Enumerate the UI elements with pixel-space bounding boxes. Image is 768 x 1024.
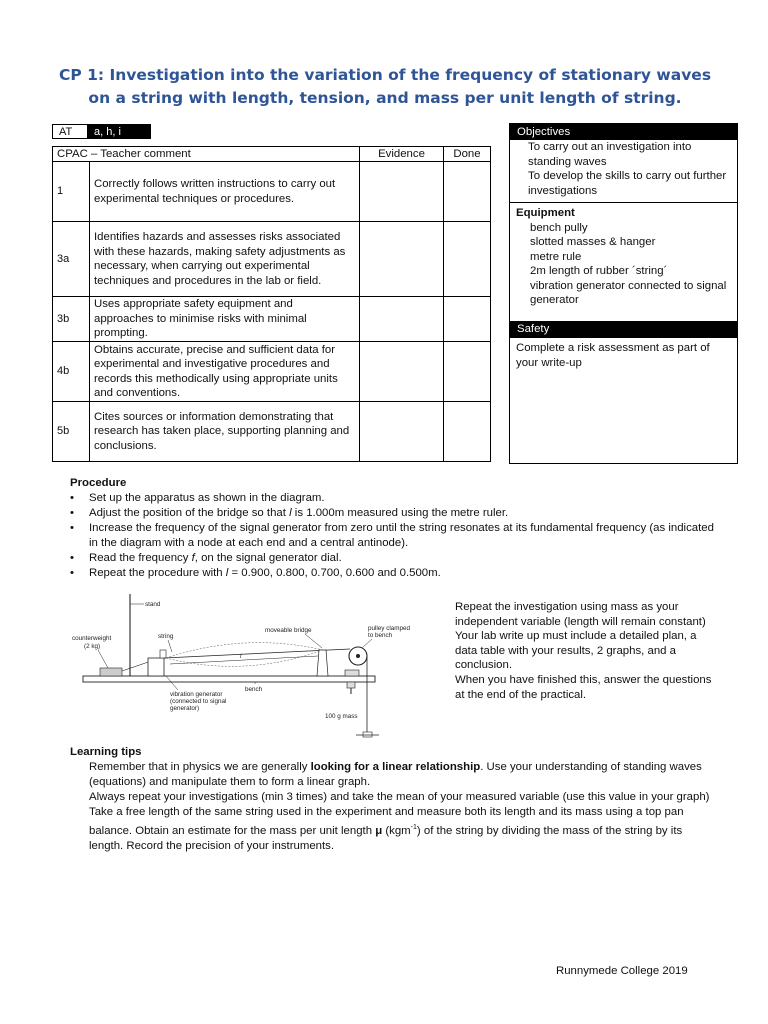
vibration-label-line-2: (connected to signal [170,698,227,705]
list-item: To develop the skills to carry out further investigations [528,170,727,197]
wave-lower [166,650,323,666]
done-cell[interactable] [444,162,491,222]
vibration-label-line-3: generator) [170,705,200,712]
pulley-label-line-1: pulley clamped [368,625,411,632]
list-item: To carry out an investigation into standing waves [528,141,692,168]
done-cell[interactable] [444,222,491,297]
instructions-note [455,600,715,702]
cpac-header-done: Done [444,147,491,162]
list-item: bench pully [530,221,588,234]
stand-label: stand [145,601,161,608]
list-item: 2m length of rubber ´string´ [530,265,668,277]
procedure-heading: Procedure [70,477,127,489]
tip-paragraph: Take a free length of the same string used in the experiment and measure both its length and its mass using a top pan balance. Obtain an estimate for the mass per unit length μ (kgm$^{-1}$) of the string by dividing the mass of the string by its length. Record the precision of your instruments. [89,806,684,852]
at-label: AT [53,125,88,139]
cpac-row-text: Correctly follows written instructions to carry out experimental techniques or procedures. [90,162,360,222]
bench-label: bench [245,686,263,693]
bridge-label: moveable bridge [265,627,312,634]
learning-tips-heading: Learning tips [70,746,142,758]
tip-paragraph: Always repeat your investigations (min 3 times) and take the mean of your measured variable (use this value in your graph) [89,791,710,803]
length-symbol: l [240,653,242,660]
note-paragraph: Repeat the investigation using mass as your independent variable (length will remain constant) [455,601,706,628]
note-paragraph: Your lab write up must include a detailed plan, a data table with your results, 2 graphs, and a conclusion. [455,630,697,672]
list-item: metre rule [530,250,582,263]
title-line-2: on a string with length, tension, and mass per unit length of string. [88,89,682,107]
mass-label: 100 g mass [325,713,358,720]
equipment-heading: Equipment [516,207,575,219]
list-item: • Increase the frequency of the signal generator from zero until the string resonates at its fundamental frequency (as indicated in the diagram with a node at each end and a central antinode). [70,521,720,551]
cpac-row-text: Uses appropriate safety equipment and approaches to minimise risks with minimal prompting. [90,297,360,342]
list-item: • Read the frequency f, on the signal generator dial. [70,551,720,566]
cpac-row-text: Obtains accurate, precise and sufficient data for experimental and investigative procedures and records this methodically using appropriate units and conventions. [90,342,360,402]
done-cell[interactable] [444,297,491,342]
cpac-header-comment: CPAC – Teacher comment [53,147,360,162]
evidence-cell[interactable] [360,402,444,462]
pulley-label-line-2: to bench [368,632,393,639]
vibration-generator-shape [148,658,164,676]
evidence-cell[interactable] [360,297,444,342]
table-row [53,162,491,222]
equipment-section [510,202,737,318]
note-paragraph: When you have finished this, answer the questions at the end of the practical. [455,673,712,701]
bench-shape [83,676,375,682]
learning-tips-section [70,745,710,854]
counterweight-shape [100,668,122,676]
safety-text: Complete a risk assessment as part of your write-up [510,337,737,373]
table-row [53,222,491,297]
list-item: vibration generator connected to signal generator [530,279,727,306]
cpac-header-evidence: Evidence [360,147,444,162]
page-title [40,64,730,110]
done-cell[interactable] [444,342,491,402]
at-table [52,124,151,139]
objectives-heading: Objectives [510,124,737,140]
list-item: • Repeat the procedure with l = 0.900, 0.800, 0.700, 0.600 and 0.500m. [70,566,720,581]
procedure-section [70,476,720,581]
evidence-cell[interactable] [360,342,444,402]
list-item: slotted masses & hanger [530,236,656,248]
string-label: string [158,633,174,640]
list-item: • Set up the apparatus as shown in the diagram. [70,491,720,506]
mass-shape [363,732,372,737]
counterweight-mass-label: (2 kg) [84,643,101,650]
side-panel [509,123,738,464]
bridge-shape [317,650,328,676]
apparatus-diagram [60,592,445,752]
cpac-row-text: Identifies hazards and assesses risks associated with these hazards, making safety adjustments as necessary, when carrying out experimental techniques and procedures in the lab or field. [90,222,360,297]
cpac-row-text: Cites sources or information demonstrating that research has taken place, supporting planning and conclusions. [90,402,360,462]
list-item: • Adjust the position of the bridge so that l is 1.000m measured using the metre ruler. [70,506,720,521]
table-row [53,402,491,462]
title-line-1: CP 1: Investigation into the variation of the frequency of stationary waves [58,66,712,84]
cpac-row-number: 1 [53,162,90,222]
cpac-header-row [53,147,491,162]
cpac-row-number: 4b [53,342,90,402]
wave-upper [166,643,323,658]
cpac-row-number: 3a [53,222,90,297]
table-row [53,342,491,402]
safety-heading: Safety [510,321,737,337]
footer-text: Runnymede College 2019 [556,965,688,977]
counterweight-label: counterweight [72,635,112,642]
vibration-label-line-1: vibration generator [170,691,223,698]
objectives-list [510,140,737,202]
cpac-row-number: 3b [53,297,90,342]
at-value: a, h, i [88,125,151,139]
evidence-cell[interactable] [360,162,444,222]
cpac-table [52,146,491,462]
tip-paragraph: Remember that in physics we are generally looking for a linear relationship. Use your understanding of standing waves (equations) and manipulate them to form a linear graph. [89,761,702,788]
done-cell[interactable] [444,402,491,462]
table-row [53,297,491,342]
cpac-row-number: 5b [53,402,90,462]
evidence-cell[interactable] [360,222,444,297]
